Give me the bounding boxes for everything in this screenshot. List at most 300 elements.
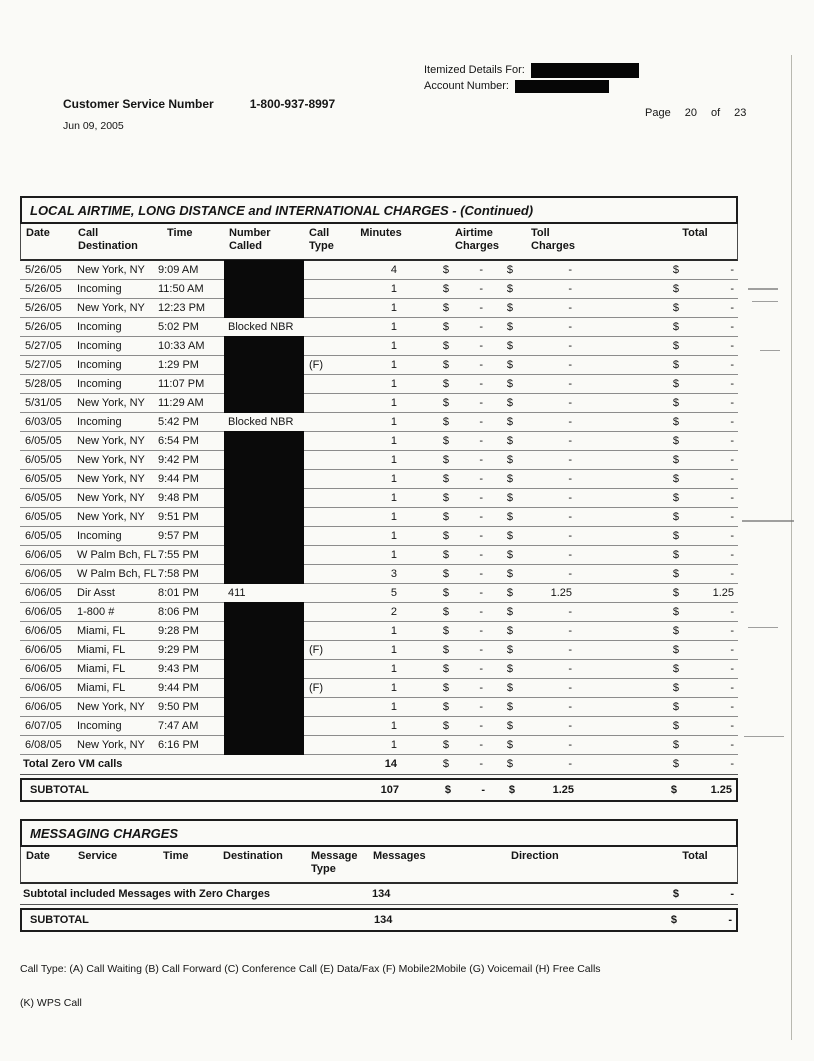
cell-number-called [214,337,302,355]
cell-toll: 1.25 [552,783,574,796]
cell-date: 6/06/05 [25,549,62,561]
redaction-bar [224,507,304,527]
cell-airtime: - [479,378,483,390]
redaction-bar [224,735,304,755]
currency-sign: $ [670,783,677,796]
col-header-time: Time [167,227,193,239]
messaging-zero-row [20,884,738,905]
cell-total: - [728,913,732,926]
cell-airtime: - [479,359,483,371]
cell-total: - [730,473,734,485]
charge-row [20,736,738,755]
cell-date: 6/07/05 [25,720,62,732]
cell-date: 6/06/05 [25,644,62,656]
charge-row [20,698,738,717]
currency-sign: $ [442,701,449,713]
cell-total: 1.25 [712,587,734,599]
charges-subtotal-box [20,778,738,802]
cell-total: - [730,758,734,770]
total-zero-vm-label: Total Zero VM calls [23,758,123,770]
currency-sign: $ [442,663,449,675]
cell-airtime: - [479,587,483,599]
cell-airtime: - [479,397,483,409]
cell-destination: Miami, FL [77,625,126,637]
cell-toll: - [568,473,572,485]
cell-time: 9:09 AM [158,264,199,276]
col-header-toll-charges: Toll Charges [531,227,576,252]
cell-destination: Dir Asst [77,587,115,599]
cell-toll: - [568,492,572,504]
currency-sign: $ [506,454,513,466]
cell-destination: New York, NY [77,435,145,447]
currency-sign: $ [506,701,513,713]
col-header-total: Total [682,850,708,862]
col-header-date: Date [26,850,50,862]
charges-table-header [20,224,738,261]
cell-number-called [214,508,302,526]
charge-row [20,584,738,603]
currency-sign: $ [442,606,449,618]
messaging-subtotal-box [20,908,738,932]
cell-number-called [214,356,302,374]
currency-sign: $ [672,739,679,751]
currency-sign: $ [672,587,679,599]
cell-number-called [214,622,302,640]
col-header-total: Total [682,227,708,239]
col-header-service: Service [78,850,118,862]
charge-row [20,489,738,508]
cell-number-called [214,736,302,754]
cell-date: 5/26/05 [25,302,62,314]
customer-service-number: 1-800-937-8997 [249,97,336,111]
redaction-bar [224,393,304,413]
currency-sign: $ [442,682,449,694]
currency-sign: $ [506,302,513,314]
cell-destination: New York, NY [77,302,145,314]
cell-destination: New York, NY [77,454,145,466]
currency-sign: $ [672,644,679,656]
cell-total: - [730,549,734,561]
cell-total: - [730,701,734,713]
statement-date: Jun 09, 2005 [63,120,124,132]
cell-date: 6/06/05 [25,663,62,675]
redaction-bar [224,450,304,470]
cell-minutes: 107 [380,783,399,796]
cell-toll: - [568,644,572,656]
cell-airtime: - [479,492,483,504]
col-header-call-type: Call Type [309,227,334,252]
account-number-label: Account Number: [424,80,509,92]
cell-toll: - [568,549,572,561]
cell-minutes: 5 [390,587,397,599]
cell-airtime: - [479,720,483,732]
currency-sign: $ [444,783,451,796]
currency-sign: $ [672,606,679,618]
cell-date: 6/08/05 [25,739,62,751]
currency-sign: $ [672,888,679,900]
cell-messages: 134 [374,913,393,926]
currency-sign: $ [506,530,513,542]
cell-toll: - [568,568,572,580]
cell-time: 6:54 PM [158,435,199,447]
cell-date: 6/06/05 [25,606,62,618]
currency-sign: $ [672,321,679,333]
currency-sign: $ [672,682,679,694]
col-header-messages: Messages [373,850,426,862]
itemized-details-label: Itemized Details For: [424,64,525,76]
cell-airtime: - [479,454,483,466]
cell-number-called [214,470,302,488]
charge-row [20,318,738,337]
cell-total: - [730,644,734,656]
cell-date: 6/05/05 [25,530,62,542]
scan-artifact [744,736,784,737]
cell-total: - [730,663,734,675]
charge-row [20,470,738,489]
cell-destination: Incoming [77,530,122,542]
cell-toll: - [568,264,572,276]
cell-total: - [730,283,734,295]
cell-time: 6:16 PM [158,739,199,751]
cell-time: 7:55 PM [158,549,199,561]
charge-row [20,432,738,451]
cell-number-called [214,717,302,735]
scan-artifact [752,301,778,302]
cell-date: 5/28/05 [25,378,62,390]
col-header-minutes: Minutes [360,227,402,239]
cell-toll: - [568,378,572,390]
currency-sign: $ [442,359,449,371]
currency-sign: $ [506,682,513,694]
cell-destination: New York, NY [77,739,145,751]
currency-sign: $ [672,416,679,428]
cell-minutes: 1 [390,625,397,637]
charge-row [20,261,738,280]
cell-total: - [730,568,734,580]
wps-note: (K) WPS Call [20,997,82,1009]
cell-total: 1.25 [710,783,732,796]
redaction-bar [515,80,609,93]
cell-date: 5/26/05 [25,283,62,295]
cell-toll: - [568,758,572,770]
cell-toll: - [568,302,572,314]
redaction-bar [224,298,304,318]
currency-sign: $ [442,644,449,656]
cell-time: 1:29 PM [158,359,199,371]
currency-sign: $ [506,663,513,675]
currency-sign: $ [672,663,679,675]
charge-row [20,679,738,698]
currency-sign: $ [672,511,679,523]
messaging-table-header [20,847,738,884]
redaction-bar [224,659,304,679]
currency-sign: $ [672,568,679,580]
col-header-date: Date [26,227,50,239]
call-type-legend: Call Type: (A) Call Waiting (B) Call Forward (C) Conference Call (E) Data/Fax (F) Mobile2Mobile (G) Voicemail (H) Free Calls [20,963,601,975]
cell-destination: New York, NY [77,492,145,504]
cell-airtime: - [479,473,483,485]
currency-sign: $ [442,416,449,428]
cell-minutes: 1 [390,644,397,656]
currency-sign: $ [506,283,513,295]
currency-sign: $ [506,397,513,409]
cell-date: 6/06/05 [25,568,62,580]
currency-sign: $ [442,264,449,276]
currency-sign: $ [442,530,449,542]
redaction-bar [224,431,304,451]
cell-number-called [214,641,302,659]
col-header-direction: Direction [511,850,559,862]
redaction-bar [224,716,304,736]
col-header-message-type: Message Type [311,850,358,875]
cell-toll: - [568,739,572,751]
redaction-bar [224,374,304,394]
cell-time: 5:02 PM [158,321,199,333]
currency-sign: $ [442,492,449,504]
cell-destination: New York, NY [77,397,145,409]
currency-sign: $ [442,321,449,333]
cell-time: 10:33 AM [158,340,205,352]
currency-sign: $ [442,302,449,314]
charge-row [20,451,738,470]
currency-sign: $ [442,435,449,447]
cell-total: - [730,511,734,523]
cell-total: - [730,416,734,428]
currency-sign: $ [508,783,515,796]
cell-total: - [730,888,734,900]
cell-total: - [730,682,734,694]
cell-total: - [730,606,734,618]
cell-total: - [730,625,734,637]
currency-sign: $ [672,340,679,352]
cell-toll: - [568,720,572,732]
cell-time: 11:29 AM [158,397,204,409]
cell-toll: - [568,321,572,333]
cell-total: - [730,264,734,276]
currency-sign: $ [442,511,449,523]
cell-destination: Miami, FL [77,663,126,675]
cell-number-called: Blocked NBR [228,416,294,428]
cell-date: 6/05/05 [25,454,62,466]
charge-row [20,508,738,527]
cell-time: 9:50 PM [158,701,199,713]
currency-sign: $ [506,378,513,390]
currency-sign: $ [506,568,513,580]
cell-date: 5/26/05 [25,264,62,276]
cell-destination: New York, NY [77,264,145,276]
cell-number-called [214,565,302,583]
cell-number-called [214,489,302,507]
scan-artifact [760,350,780,351]
cell-time: 7:58 PM [158,568,199,580]
currency-sign: $ [442,378,449,390]
cell-destination: Incoming [77,378,122,390]
currency-sign: $ [442,454,449,466]
cell-toll: - [568,283,572,295]
currency-sign: $ [672,492,679,504]
scan-artifact [742,520,794,522]
messaging-table-title: MESSAGING CHARGES [20,819,738,847]
redaction-bar [224,526,304,546]
cell-minutes: 1 [390,321,397,333]
currency-sign: $ [506,625,513,637]
page-indicator [645,107,746,119]
cell-time: 5:42 PM [158,416,199,428]
currency-sign: $ [442,587,449,599]
cell-date: 5/27/05 [25,359,62,371]
cell-minutes: 1 [390,530,397,542]
currency-sign: $ [442,473,449,485]
redaction-bar [224,602,304,622]
charges-table-title: LOCAL AIRTIME, LONG DISTANCE and INTERNATIONAL CHARGES - (Continued) [20,196,738,224]
cell-airtime: - [479,530,483,542]
cell-destination: Incoming [77,359,122,371]
currency-sign: $ [672,758,679,770]
currency-sign: $ [442,340,449,352]
cell-toll: - [568,682,572,694]
charge-row [20,622,738,641]
currency-sign: $ [442,549,449,561]
tables-area [20,196,738,932]
currency-sign: $ [442,625,449,637]
cell-toll: - [568,663,572,675]
cell-time: 8:01 PM [158,587,199,599]
cell-minutes: 2 [390,606,397,618]
currency-sign: $ [442,283,449,295]
currency-sign: $ [506,739,513,751]
currency-sign: $ [506,416,513,428]
cell-number-called [214,432,302,450]
cell-total: - [730,378,734,390]
cell-total: - [730,739,734,751]
cell-toll: - [568,625,572,637]
cell-total: - [730,492,734,504]
cell-total: - [730,720,734,732]
scan-artifact [748,627,778,628]
cell-time: 11:50 AM [158,283,204,295]
cell-date: 5/26/05 [25,321,62,333]
cell-minutes: 1 [390,435,397,447]
currency-sign: $ [672,359,679,371]
cell-total: - [730,397,734,409]
cell-minutes: 1 [390,492,397,504]
redaction-bar [224,640,304,660]
cell-time: 9:29 PM [158,644,199,656]
subtotal-label: SUBTOTAL [30,783,89,796]
cell-time: 9:44 PM [158,473,199,485]
cell-time: 9:57 PM [158,530,199,542]
messaging-table [20,819,738,932]
cell-date: 6/06/05 [25,625,62,637]
cell-number-called [214,261,302,279]
cell-total: - [730,435,734,447]
cell-destination: Incoming [77,720,122,732]
currency-sign: $ [506,264,513,276]
page-current: 20 [684,107,697,119]
cell-destination: Incoming [77,283,122,295]
cell-destination: Miami, FL [77,644,126,656]
currency-sign: $ [506,340,513,352]
cell-airtime: - [481,783,485,796]
charges-rows [20,261,738,755]
currency-sign: $ [506,321,513,333]
currency-sign: $ [506,606,513,618]
cell-number-called [214,679,302,697]
cell-airtime: - [479,644,483,656]
currency-sign: $ [672,302,679,314]
redaction-bar [224,469,304,489]
redaction-bar [224,697,304,717]
currency-sign: $ [672,435,679,447]
cell-minutes: 1 [390,283,397,295]
redaction-bar [224,678,304,698]
cell-destination: Incoming [77,416,122,428]
cell-date: 6/06/05 [25,587,62,599]
charge-row [20,413,738,432]
cell-minutes: 1 [390,340,397,352]
customer-service-label: Customer Service Number [63,97,214,111]
cell-airtime: - [479,549,483,561]
cell-messages: 134 [372,888,391,900]
cell-destination: W Palm Bch, FL [77,568,157,580]
cell-destination: New York, NY [77,701,145,713]
currency-sign: $ [672,264,679,276]
cell-destination: Incoming [77,321,122,333]
messaging-subtotal-row [22,910,736,930]
currency-sign: $ [672,283,679,295]
cell-number-called [214,280,302,298]
cell-date: 5/31/05 [25,397,62,409]
charges-table [20,196,738,802]
cell-airtime: - [479,625,483,637]
cell-toll: - [568,416,572,428]
cell-number-called [214,527,302,545]
cell-destination: 1-800 # [77,606,115,618]
total-zero-vm-row [20,755,738,775]
cell-minutes: 1 [390,359,397,371]
cell-airtime: - [479,302,483,314]
cell-number-called [214,546,302,564]
cell-minutes: 1 [390,302,397,314]
cell-toll: - [568,530,572,542]
cell-airtime: - [479,511,483,523]
currency-sign: $ [672,454,679,466]
cell-total: - [730,340,734,352]
charge-row [20,299,738,318]
cell-minutes: 14 [384,758,397,770]
charge-row [20,660,738,679]
cell-date: 6/06/05 [25,682,62,694]
cell-time: 9:51 PM [158,511,199,523]
currency-sign: $ [672,378,679,390]
cell-number-called [214,299,302,317]
cell-airtime: - [479,663,483,675]
cell-date: 6/05/05 [25,473,62,485]
scan-artifact [791,55,792,1040]
cell-airtime: - [479,758,483,770]
customer-service-line [63,97,335,111]
cell-date: 6/05/05 [25,492,62,504]
currency-sign: $ [672,625,679,637]
currency-sign: $ [442,568,449,580]
cell-minutes: 1 [390,739,397,751]
cell-minutes: 1 [390,454,397,466]
charge-row [20,546,738,565]
cell-toll: - [568,397,572,409]
currency-sign: $ [506,435,513,447]
cell-minutes: 1 [390,720,397,732]
page-total: 23 [734,107,747,119]
